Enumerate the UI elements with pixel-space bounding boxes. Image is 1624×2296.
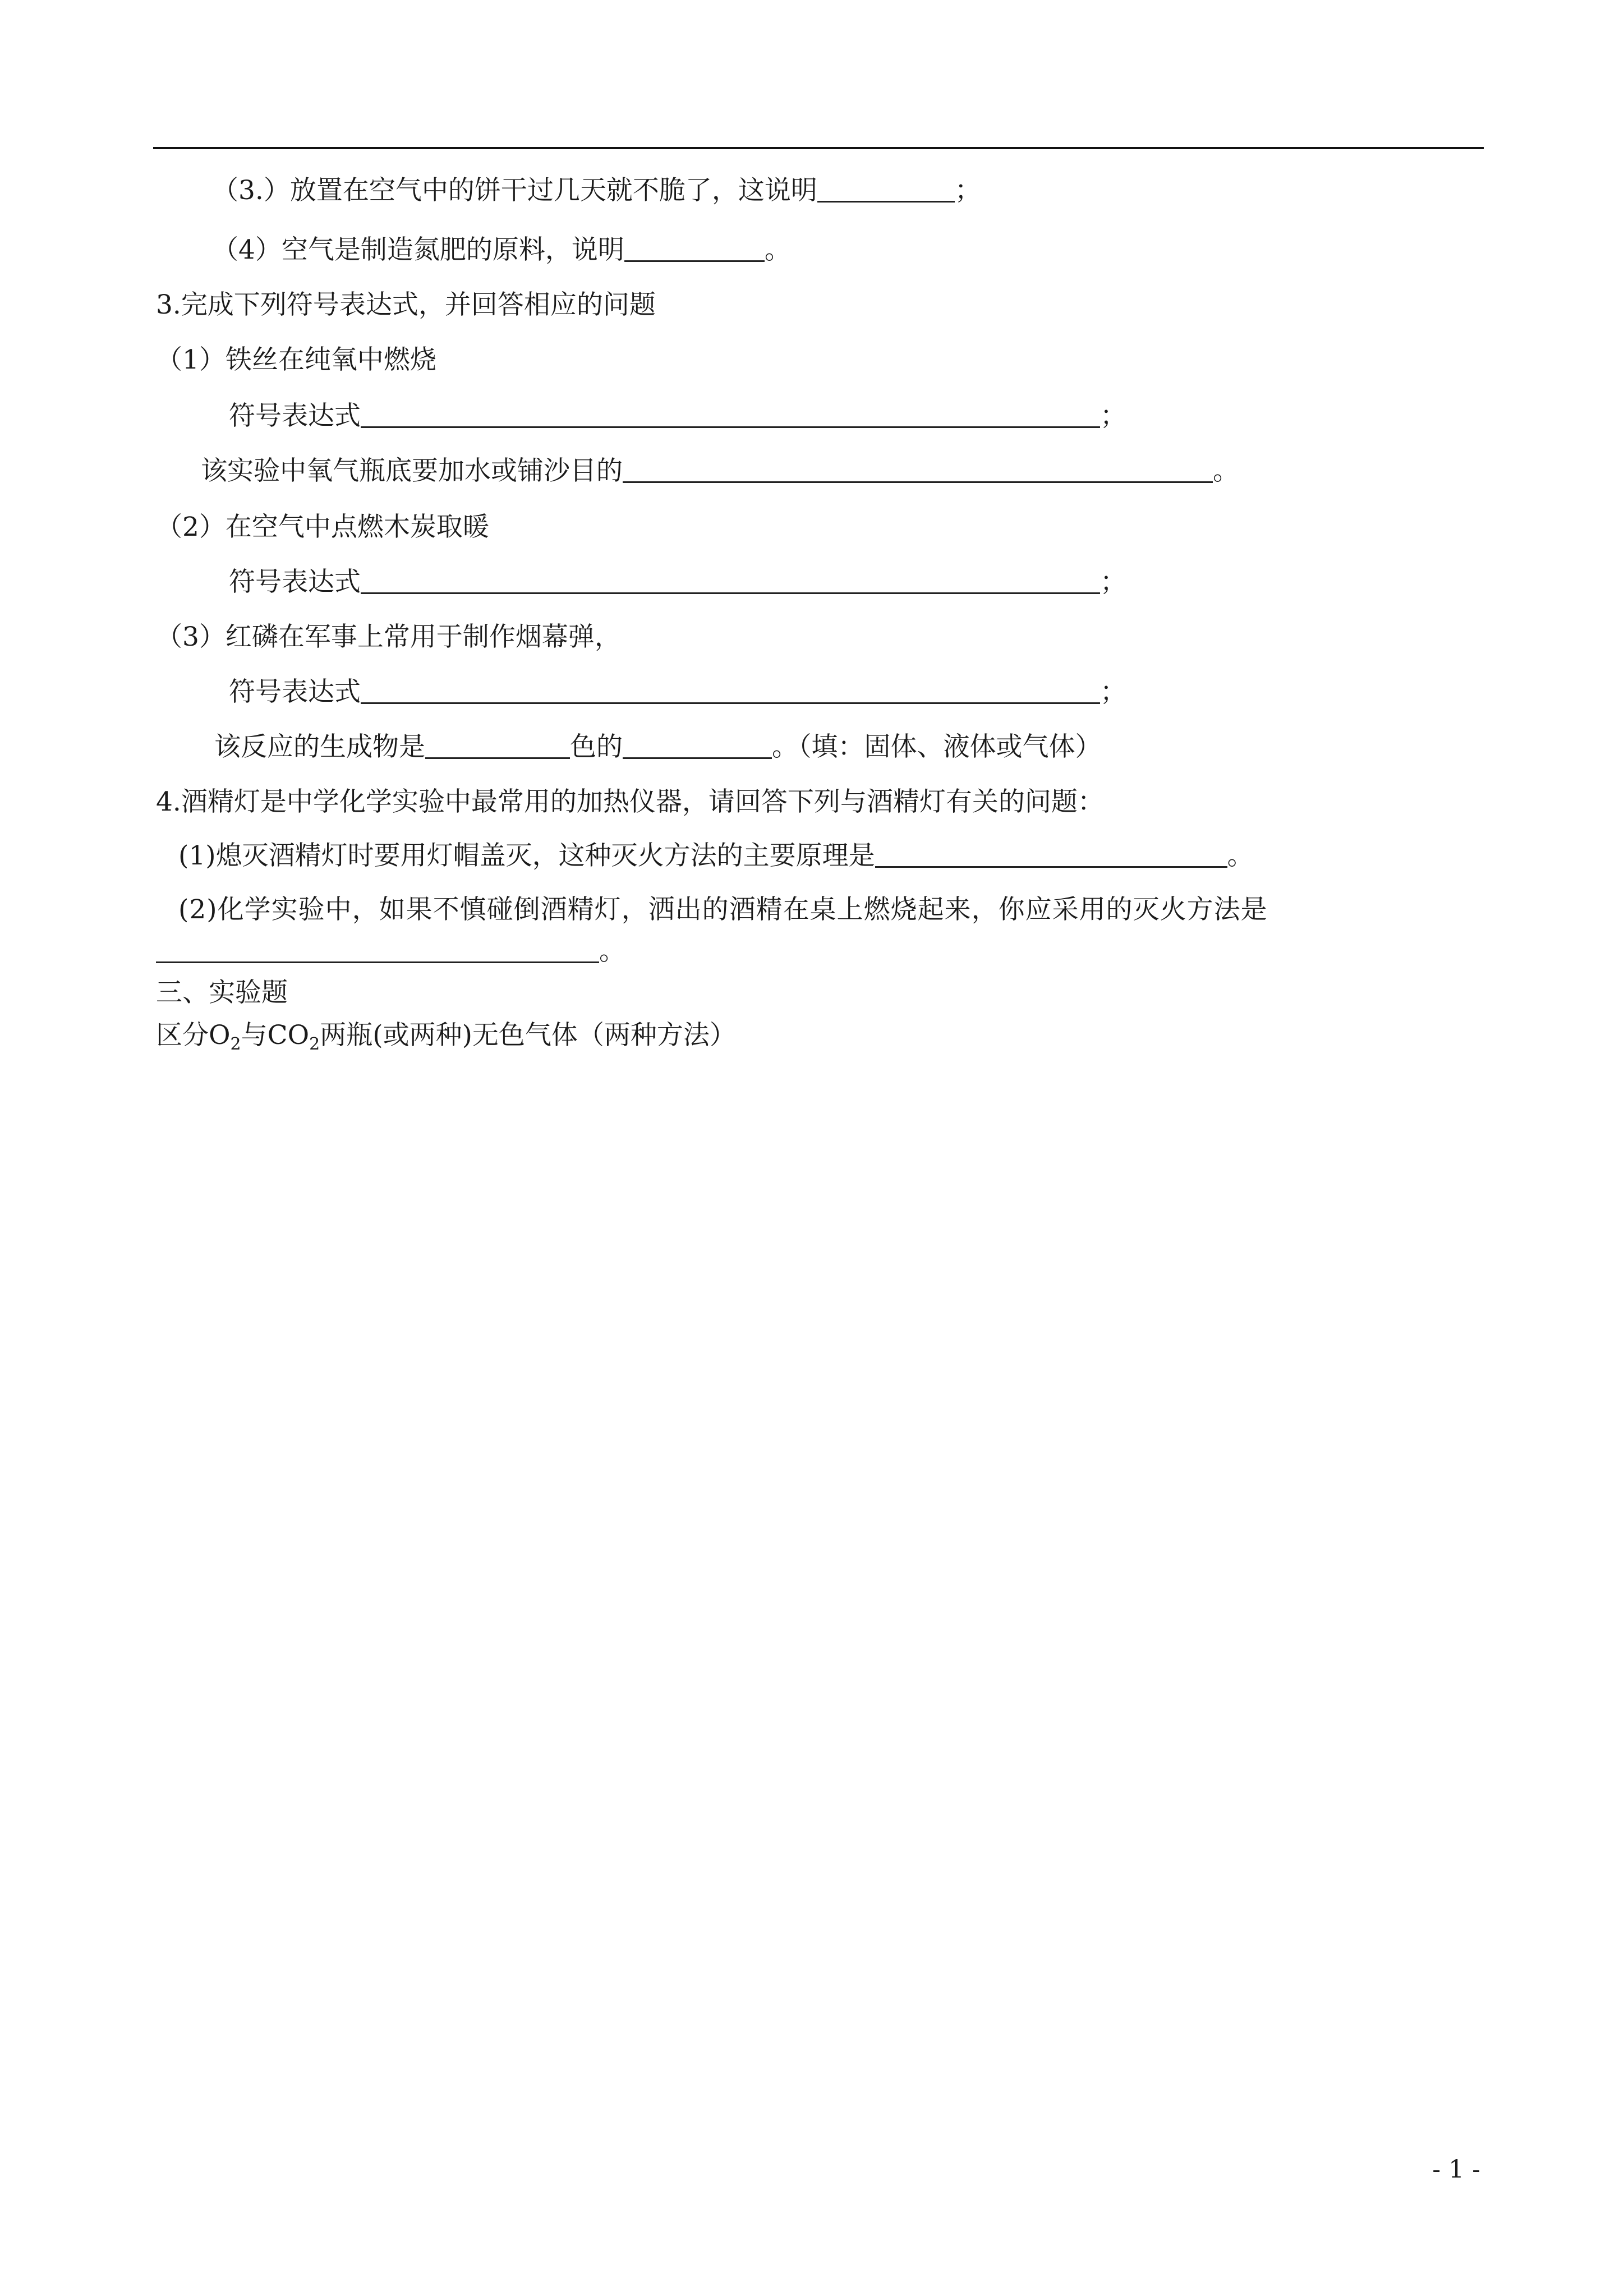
question-4-1 <box>178 839 1254 873</box>
section-3-heading: 三、实验题 <box>156 977 288 1008</box>
question-4-2-answer <box>156 935 625 968</box>
question-text: 符号表达式 <box>229 567 361 597</box>
answer-blank[interactable] <box>156 939 599 963</box>
formula-subscript: 2 <box>309 1034 320 1054</box>
answer-blank[interactable] <box>361 404 1100 428</box>
question-3-title: 3.完成下列符号表达式，并回答相应的问题 <box>156 289 656 320</box>
question-punct: ； <box>954 175 981 206</box>
question-4-2: (2)化学实验中，如果不慎碰倒酒精灯，洒出的酒精在桌上燃烧起来，你应采用的灭火方法是 <box>178 894 1268 925</box>
question-3-1: （1）铁丝在纯氧中燃烧 <box>156 344 436 375</box>
page-number: - 1 - <box>1432 2155 1480 2184</box>
formula-o2: O <box>209 1020 231 1051</box>
question-4-title: 4.酒精灯是中学化学实验中最常用的加热仪器，请回答下列与酒精灯有关的问题： <box>156 786 1104 817</box>
question-punct: 。 <box>599 936 625 967</box>
question-text: 区分 <box>156 1020 209 1051</box>
formula-co2: CO <box>267 1020 310 1051</box>
question-3-2-expression <box>229 565 1126 599</box>
question-punct: 。 <box>764 234 791 265</box>
question-3-3-expression <box>229 675 1126 709</box>
answer-blank[interactable] <box>875 844 1227 868</box>
answer-blank[interactable] <box>624 238 765 262</box>
question-punct: 。（填：固体、液体或气体） <box>772 731 1102 762</box>
question-punct: 。 <box>1227 840 1254 871</box>
question-text: 与 <box>241 1020 268 1051</box>
question-text: 色的 <box>570 731 623 762</box>
question-punct: 。 <box>1213 455 1239 486</box>
question-3-2: （2）在空气中点燃木炭取暖 <box>156 512 489 542</box>
question-punct: ； <box>1100 567 1126 597</box>
question-2-4 <box>212 233 791 267</box>
answer-blank[interactable] <box>361 680 1100 704</box>
experiment-question <box>156 1019 736 1052</box>
question-text: 符号表达式 <box>229 677 361 707</box>
question-text: 符号表达式 <box>229 401 361 431</box>
answer-blank[interactable] <box>361 570 1100 594</box>
question-text: （4）空气是制造氮肥的原料，说明 <box>212 234 624 265</box>
question-3-3: （3）红磷在军事上常用于制作烟幕弹， <box>156 622 621 652</box>
question-text: (1)熄灭酒精灯时要用灯帽盖灭，这种灭火方法的主要原理是 <box>178 840 875 871</box>
answer-blank-state[interactable] <box>623 735 772 759</box>
question-text: （3.）放置在空气中的饼干过几天就不脆了，这说明 <box>212 175 817 206</box>
question-3-1-expression <box>229 399 1126 433</box>
answer-blank[interactable] <box>623 459 1213 483</box>
question-punct: ； <box>1100 677 1126 707</box>
answer-blank-color[interactable] <box>425 735 570 759</box>
question-2-3 <box>212 174 981 208</box>
question-punct: ； <box>1100 401 1126 431</box>
question-text: 该反应的生成物是 <box>214 731 425 762</box>
formula-subscript: 2 <box>230 1034 241 1054</box>
question-3-1-purpose <box>201 454 1239 488</box>
answer-blank[interactable] <box>817 178 955 203</box>
question-text: 两瓶(或两种)无色气体（两种方法） <box>320 1020 736 1051</box>
question-3-3-product <box>214 730 1102 764</box>
header-rule <box>153 147 1484 149</box>
question-text: 该实验中氧气瓶底要加水或铺沙目的 <box>201 455 623 486</box>
